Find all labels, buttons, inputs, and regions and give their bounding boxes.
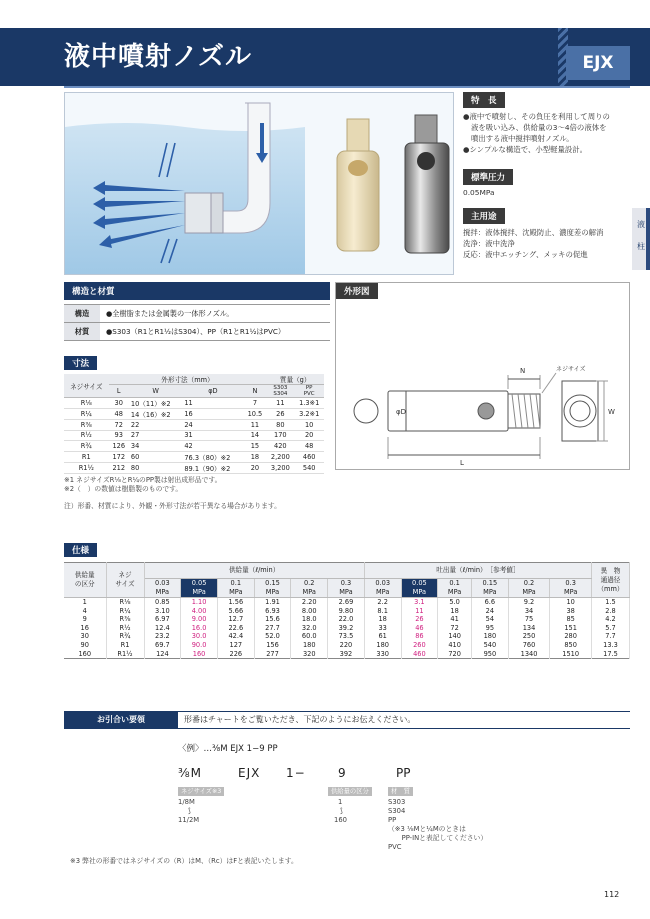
table-cell: 10（11）※2 <box>129 398 182 409</box>
col-pressure-supply: 0.03 MPa <box>144 579 181 598</box>
table-cell: 73.5 <box>328 632 365 641</box>
table-cell: 8.1 <box>364 607 401 616</box>
table-row <box>64 398 324 409</box>
table-cell: 32.0 <box>291 624 328 633</box>
side-tab-label: 液 <box>637 220 645 229</box>
table-cell: 850 <box>550 641 592 650</box>
header-underline <box>64 86 630 88</box>
table-cell: 9.00 <box>181 615 218 624</box>
side-tab-edge <box>646 208 650 270</box>
table-cell: 330 <box>364 650 401 659</box>
pressure-title: 標準圧力 <box>463 169 513 185</box>
table-row <box>64 409 324 420</box>
table-cell: 2,200 <box>266 451 294 462</box>
col-thread-size: ネジ サイズ <box>106 563 144 598</box>
table-cell: 1.5 <box>592 598 630 607</box>
material-label: 材 質 <box>388 787 413 796</box>
order-intro: 形番はチャートをご覧いただき、下記のようにお伝えください。 <box>184 715 416 724</box>
dims-title: 寸法 <box>64 356 97 370</box>
col-passage-dia: 異 物 通過径 （mm） <box>592 563 630 598</box>
table-cell: R⅜ <box>106 615 144 624</box>
table-cell: 60 <box>129 451 182 462</box>
supply-label: 供給量の区分 <box>328 787 372 796</box>
dims-note: ※2（ ）の数値は樹脂製のものです。 <box>64 484 183 493</box>
table-cell: 140 <box>438 632 472 641</box>
feature-line: ●液中で噴射し、その負圧を利用して周りの <box>463 112 610 121</box>
table-cell: 22 <box>129 420 182 431</box>
col-thread-size: ネジサイズ <box>64 374 109 398</box>
col-outer-dims: 外形寸法（mm） <box>109 374 267 385</box>
usage-title: 主用途 <box>463 208 505 224</box>
table-cell: 127 <box>217 641 254 650</box>
col-pressure-supply: 0.05 MPa <box>181 579 218 598</box>
usage-line: 撹拌：液体撹拌、沈殿防止、濃度差の解消 <box>463 228 604 237</box>
col-pressure-supply: 0.2 MPa <box>291 579 328 598</box>
table-cell: 34 <box>508 607 550 616</box>
table-cell: 16.0 <box>181 624 218 633</box>
dim-d: φD <box>396 408 407 416</box>
col-resin: PP PVC <box>294 385 324 398</box>
table-row <box>64 430 324 441</box>
table-cell: 460 <box>401 650 438 659</box>
table-cell: 160 <box>64 650 106 659</box>
col-n: N <box>243 385 266 398</box>
col-pressure-discharge: 0.1 MPa <box>438 579 472 598</box>
table-cell: 1.3※1 <box>294 398 324 409</box>
table-cell: 9.80 <box>328 607 365 616</box>
table-cell: 18 <box>364 615 401 624</box>
table-cell: 3.2※1 <box>294 409 324 420</box>
table-cell: 134 <box>508 624 550 633</box>
table-cell: 392 <box>328 650 365 659</box>
table-cell: 220 <box>328 641 365 650</box>
dims-table <box>64 374 324 474</box>
table-cell: 126 <box>109 441 129 452</box>
table-cell: 8.00 <box>291 607 328 616</box>
table-cell: 33 <box>364 624 401 633</box>
table-cell: 180 <box>364 641 401 650</box>
table-cell: 54 <box>472 615 509 624</box>
table-cell: R½ <box>106 624 144 633</box>
col-pressure-discharge: 0.3 MPa <box>550 579 592 598</box>
code-series: EJX <box>238 766 261 780</box>
table-cell: 20 <box>243 462 266 473</box>
table-cell: 760 <box>508 641 550 650</box>
col-pressure-supply: 0.15 MPa <box>254 579 291 598</box>
size-from: 1/8M <box>178 798 195 806</box>
table-cell: 3.1 <box>401 598 438 607</box>
table-cell: 12.7 <box>217 615 254 624</box>
table-cell: R⅜ <box>64 420 109 431</box>
table-cell: 16 <box>64 624 106 633</box>
structure-table <box>64 304 330 341</box>
table-cell: 89.1（90）※2 <box>182 462 243 473</box>
outline-drawing <box>336 301 629 467</box>
table-cell: R¼ <box>64 409 109 420</box>
spec-title: 仕様 <box>64 543 97 557</box>
size-label: ネジサイズ※3 <box>178 787 224 796</box>
table-cell: 10 <box>550 598 592 607</box>
table-cell: 1.56 <box>217 598 254 607</box>
table-cell: 14 <box>243 430 266 441</box>
dim-w: W <box>608 408 615 416</box>
table-row <box>64 462 324 473</box>
table-cell: 0.85 <box>144 598 181 607</box>
table-cell: 27 <box>129 430 182 441</box>
table-cell: 38 <box>550 607 592 616</box>
table-cell: 212 <box>109 462 129 473</box>
table-cell: 540 <box>294 462 324 473</box>
outline-title: 外形図 <box>336 283 378 299</box>
table-cell: R¾ <box>64 441 109 452</box>
table-row <box>64 441 324 452</box>
table-cell: 13.3 <box>592 641 630 650</box>
table-cell: 7.7 <box>592 632 630 641</box>
structure-title: 構造と材質 <box>64 282 330 300</box>
table-cell: 1510 <box>550 650 592 659</box>
material-option: PP <box>388 816 397 824</box>
table-cell: 86 <box>401 632 438 641</box>
table-cell: 23.2 <box>144 632 181 641</box>
code-number: 1− <box>286 766 306 780</box>
structure-value: ●全樹脂または金属製の一体形ノズル。 <box>100 305 330 323</box>
table-cell: 42 <box>182 441 243 452</box>
table-cell: 16 <box>182 409 243 420</box>
product-illustration <box>64 92 454 275</box>
table-cell: 420 <box>266 441 294 452</box>
table-cell: 93 <box>109 430 129 441</box>
table-cell: 18 <box>438 607 472 616</box>
table-row <box>64 641 630 650</box>
col-weight: 質量（g） <box>266 374 324 385</box>
table-cell: 80 <box>129 462 182 473</box>
col-d: φD <box>182 385 243 398</box>
table-cell: 15 <box>243 441 266 452</box>
table-cell: 260 <box>401 641 438 650</box>
code-supply: 9 <box>338 766 346 780</box>
usage-line: 洗浄：液中洗浄 <box>463 239 515 248</box>
page-title: 液中噴射ノズル <box>64 42 252 72</box>
material-options <box>388 786 518 852</box>
table-cell: 52.0 <box>254 632 291 641</box>
feature-line: 液を吸い込み、供給量の3～4倍の液体を <box>471 123 607 132</box>
table-cell: 42.4 <box>217 632 254 641</box>
table-cell: 280 <box>550 632 592 641</box>
table-cell: 226 <box>217 650 254 659</box>
table-cell: 46 <box>401 624 438 633</box>
col-l: L <box>109 385 129 398</box>
feature-line: 噴出する液中撹拌噴射ノズル。 <box>471 134 574 143</box>
table-cell: 18.0 <box>291 615 328 624</box>
code-size: ⅜M <box>178 766 202 780</box>
table-cell: 9 <box>64 615 106 624</box>
table-cell: 410 <box>438 641 472 650</box>
table-cell: 1 <box>64 598 106 607</box>
table-cell: 1340 <box>508 650 550 659</box>
table-row <box>64 598 630 607</box>
table-row <box>64 607 630 616</box>
table-cell: 76.3（80）※2 <box>182 451 243 462</box>
table-cell: R1½ <box>106 650 144 659</box>
table-cell: 60.0 <box>291 632 328 641</box>
table-cell: 22.6 <box>217 624 254 633</box>
table-cell: 48 <box>109 409 129 420</box>
material-note: （※3 ⅛Mと¼Mのときは PP-INと表記してください） <box>388 825 488 842</box>
table-cell: 2.69 <box>328 598 365 607</box>
table-cell: R¾ <box>106 632 144 641</box>
table-cell: 277 <box>254 650 291 659</box>
table-cell: 3.10 <box>144 607 181 616</box>
supply-to: 160 <box>334 816 347 824</box>
series-code: EJX <box>566 46 630 80</box>
table-cell: 31 <box>182 430 243 441</box>
features-title: 特 長 <box>463 92 505 108</box>
table-cell: 15.6 <box>254 615 291 624</box>
spec-section <box>64 543 630 659</box>
table-cell: 160 <box>181 650 218 659</box>
table-cell: 17.5 <box>592 650 630 659</box>
table-row <box>64 650 630 659</box>
table-cell: 12.4 <box>144 624 181 633</box>
dimensions-section <box>64 356 330 511</box>
col-supply-flow: 供給量（ℓ/min） <box>144 563 364 579</box>
material-option: PVC <box>388 843 402 851</box>
table-cell: 180 <box>472 632 509 641</box>
table-row <box>64 632 630 641</box>
dim-l: L <box>460 459 464 467</box>
table-cell: 48 <box>294 441 324 452</box>
col-pressure-supply: 0.1 MPa <box>217 579 254 598</box>
table-cell: 72 <box>438 624 472 633</box>
table-cell: 5.66 <box>217 607 254 616</box>
table-cell: R1 <box>64 451 109 462</box>
table-cell: 250 <box>508 632 550 641</box>
nozzle-diagram <box>65 93 454 275</box>
table-cell: 7 <box>243 398 266 409</box>
table-cell: 950 <box>472 650 509 659</box>
col-pressure-discharge: 0.2 MPa <box>508 579 550 598</box>
table-cell: 72 <box>109 420 129 431</box>
table-row <box>64 420 324 431</box>
col-pressure-supply: 0.3 MPa <box>328 579 365 598</box>
page-number: 112 <box>604 890 620 899</box>
table-cell: 720 <box>438 650 472 659</box>
material-option: S303 <box>388 798 406 806</box>
dim-thread: ネジサイズ <box>556 366 586 373</box>
table-cell: 90.0 <box>181 641 218 650</box>
table-cell: 2.8 <box>592 607 630 616</box>
dims-note: ※1 ネジサイズR⅛とR¼のPP製は射出成形品です。 <box>64 475 222 484</box>
table-row <box>64 305 330 323</box>
table-cell: 26 <box>266 409 294 420</box>
table-cell: 4.2 <box>592 615 630 624</box>
table-cell: 4.00 <box>181 607 218 616</box>
table-cell: R⅛ <box>64 398 109 409</box>
table-cell: 26 <box>401 615 438 624</box>
table-cell: 80 <box>266 420 294 431</box>
size-options <box>178 786 224 825</box>
table-cell: 24 <box>472 607 509 616</box>
structure-section <box>64 282 330 341</box>
table-cell: 22.0 <box>328 615 365 624</box>
table-cell: 10 <box>294 420 324 431</box>
table-cell: 11 <box>401 607 438 616</box>
spec-table <box>64 562 630 659</box>
table-row <box>64 451 324 462</box>
col-metal: S303 S304 <box>266 385 294 398</box>
table-cell: 1.91 <box>254 598 291 607</box>
table-cell: 5.7 <box>592 624 630 633</box>
table-cell: 151 <box>550 624 592 633</box>
table-cell: 90 <box>64 641 106 650</box>
table-cell: 172 <box>109 451 129 462</box>
col-discharge-flow: 吐出量（ℓ/min） ［参考値］ <box>364 563 591 579</box>
table-cell: 30.0 <box>181 632 218 641</box>
table-cell: 320 <box>291 650 328 659</box>
order-footnote: ※3 弊社の形番ではネジサイズの（R）はM、（Rc）はFと表記いたします。 <box>70 857 298 865</box>
usage-line: 反応：液中エッチング、メッキの促進 <box>463 250 588 259</box>
table-cell: 27.7 <box>254 624 291 633</box>
table-cell: 180 <box>291 641 328 650</box>
col-pressure-discharge: 0.15 MPa <box>472 579 509 598</box>
table-cell: 30 <box>64 632 106 641</box>
structure-key: 構造 <box>64 305 100 323</box>
table-cell: 75 <box>508 615 550 624</box>
table-cell: 156 <box>254 641 291 650</box>
code-material: PP <box>396 766 411 780</box>
table-cell: 11 <box>243 420 266 431</box>
table-cell: 39.2 <box>328 624 365 633</box>
table-cell: R1 <box>106 641 144 650</box>
table-cell: 6.93 <box>254 607 291 616</box>
table-cell: 460 <box>294 451 324 462</box>
table-cell: 11 <box>266 398 294 409</box>
table-cell: 10.5 <box>243 409 266 420</box>
supply-dots: ⟆ <box>340 807 343 815</box>
table-cell: 4 <box>64 607 106 616</box>
table-cell: 20 <box>294 430 324 441</box>
table-cell: R1½ <box>64 462 109 473</box>
size-to: 11/2M <box>178 816 200 824</box>
table-cell: 2.20 <box>291 598 328 607</box>
table-cell: 34 <box>129 441 182 452</box>
material-option: S304 <box>388 807 406 815</box>
table-cell: 18 <box>243 451 266 462</box>
table-cell: R½ <box>64 430 109 441</box>
order-example: 〈例〉…⅜M EJX 1−9 PP <box>178 744 278 754</box>
pressure-value: 0.05MPa <box>463 188 495 197</box>
table-cell: 61 <box>364 632 401 641</box>
table-cell: 6.97 <box>144 615 181 624</box>
table-cell: 3,200 <box>266 462 294 473</box>
table-cell: 41 <box>438 615 472 624</box>
table-cell: 170 <box>266 430 294 441</box>
table-cell: 540 <box>472 641 509 650</box>
table-cell: 24 <box>182 420 243 431</box>
table-row <box>64 615 630 624</box>
col-pressure-discharge: 0.05 MPa <box>401 579 438 598</box>
table-cell: 14（16）※2 <box>129 409 182 420</box>
dims-note: 注）形番、材質により、外観・外形寸法が若干異なる場合があります。 <box>64 501 281 510</box>
col-w: W <box>129 385 182 398</box>
table-cell: 5.0 <box>438 598 472 607</box>
col-supply-class: 供給量 の区分 <box>64 563 106 598</box>
features-panel <box>463 92 630 260</box>
table-row <box>64 624 630 633</box>
order-title: お引合い要領 <box>64 711 178 729</box>
table-cell: 1.10 <box>181 598 218 607</box>
supply-options <box>328 786 372 825</box>
side-tab-label: 柱 <box>637 242 645 251</box>
table-row <box>64 323 330 341</box>
table-cell: 85 <box>550 615 592 624</box>
usage-list <box>463 227 630 260</box>
supply-from: 1 <box>338 798 343 806</box>
feature-line: ●シンプルな構造で、小型軽量設計。 <box>463 145 588 154</box>
table-cell: 11 <box>182 398 243 409</box>
dim-n: N <box>520 367 526 375</box>
table-cell: 6.6 <box>472 598 509 607</box>
table-cell: R¼ <box>106 607 144 616</box>
table-cell: 30 <box>109 398 129 409</box>
col-pressure-discharge: 0.03 MPa <box>364 579 401 598</box>
material-key: 材質 <box>64 323 100 341</box>
table-cell: R⅛ <box>106 598 144 607</box>
table-cell: 9.2 <box>508 598 550 607</box>
table-cell: 2.2 <box>364 598 401 607</box>
table-cell: 69.7 <box>144 641 181 650</box>
table-cell: 95 <box>472 624 509 633</box>
material-value: ●S303（R1とR1½はS304）、PP（R1とR1½はPVC） <box>100 323 330 341</box>
features-list <box>463 111 630 155</box>
table-cell: 124 <box>144 650 181 659</box>
size-dots: ⟆ <box>188 807 191 815</box>
outline-drawing-panel <box>335 282 630 470</box>
